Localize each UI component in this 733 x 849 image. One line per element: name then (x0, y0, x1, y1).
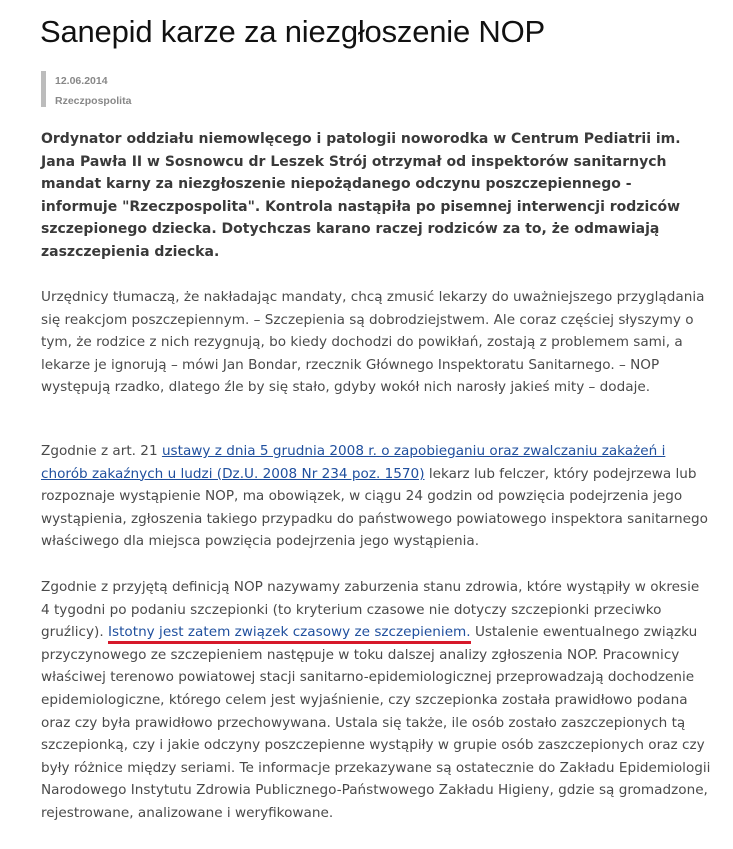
paragraph-1: Urzędnicy tłumaczą, że nakładając mandaty, chcą zmusić lekarzy do uważniejszego przyglądania się reakcjom poszczepiennym. – Szczepienia są dobrodziejstwem. Ale coraz częściej słyszymy o tym, że rodzice z nich rezygnują, bo kiedy dochodzi do powikłań, zostają z problemem sami, a lekarze je ignorują – mówi Jan Bondar, rzecznik Głównego Inspektoratu Sanitarnego. – NOP występują rzadko, dlatego źle by się stało, gdyby wokół nich narosły jakieś mity – dodaje. (41, 289, 705, 396)
article-date: 12.06.2014 (55, 75, 108, 87)
article-meta (41, 71, 131, 107)
article-title: Sanepid karze za niezgłoszenie NOP (40, 14, 545, 49)
paragraph-2-text-after: lekarz lub felczer, który podejrzewa lub rozpoznaje wystąpienie NOP, ma obowiązek, w ciągu 24 godzin od powzięcia podejrzenia jego wystąpienia, zgłoszenia takiego przypadku do państwowego powiatowego inspektora sanitarnego właściwego dla miejsca powzięcia podejrzenia jego wystąpienia. (41, 465, 708, 550)
paragraph-2 (41, 440, 711, 553)
paragraph-3-text-after: Ustalenie ewentualnego związku przyczynowego ze szczepieniem następuje w toku dalszej analizy zgłoszenia NOP. Pracownicy właściwej terenowo powiatowej stacji sanitarno-epidemiologicznej przeprowadzają dochodzenie epidemiologiczne, którego celem jest wyjaśnienie, czy szczepionka została prawidłowo podana oraz czy była prawidłowo przechowywana. Ustala się także, ile osób zostało zaszczepionych tą szczepionką, czy i jakie odczyny poszczepienne wystąpiły w grupie osób zaszczepionych oraz czy były różnice między seriami. Te informacje przekazywane są ostatecznie do Zakładu Epidemiologii Narodowego Instytutu Zdrowia Publicznego-Państwowego Zakładu Higieny, gdzie są gromadzone, rejestrowane, analizowane i weryfikowane. (41, 624, 711, 821)
paragraph-3 (41, 576, 711, 825)
article-lead: Ordynator oddziału niemowlęcego i patologii noworodka w Centrum Pediatrii im. Jana Pawła II w Sosnowcu dr Leszek Strój otrzymał od inspektorów sanitarnych mandat karny za niezgłoszenie niepożądanego odczynu poszczepiennego - informuje "Rzeczpospolita". Kontrola nastąpiła po pisemnej interwencji rodziców szczepionego dziecka. Dotychczas karano raczej rodziców za to, że odmawiają zaszczepienia dziecka. (41, 131, 681, 260)
article-source: Rzeczpospolita (55, 95, 132, 107)
law-act-link[interactable]: ustawy z dnia 5 grudnia 2008 r. o zapobieganiu oraz zwalczaniu zakażeń i chorób zakaźnych u ludzi (Dz.U. 2008 Nr 234 poz. 1570) (41, 443, 666, 482)
paragraph-2-text-before: Zgodnie z art. 21 (41, 443, 162, 459)
highlighted-sentence: Istotny jest zatem związek czasowy ze szczepieniem. (108, 624, 471, 644)
paragraph-3-text-before: Zgodnie z przyjętą definicją NOP nazywamy zaburzenia stanu zdrowia, które wystąpiły w okresie 4 tygodni po podaniu szczepionki (to kryterium czasowe nie dotyczy szczepionki przeciwko gruźlicy). (41, 579, 700, 641)
